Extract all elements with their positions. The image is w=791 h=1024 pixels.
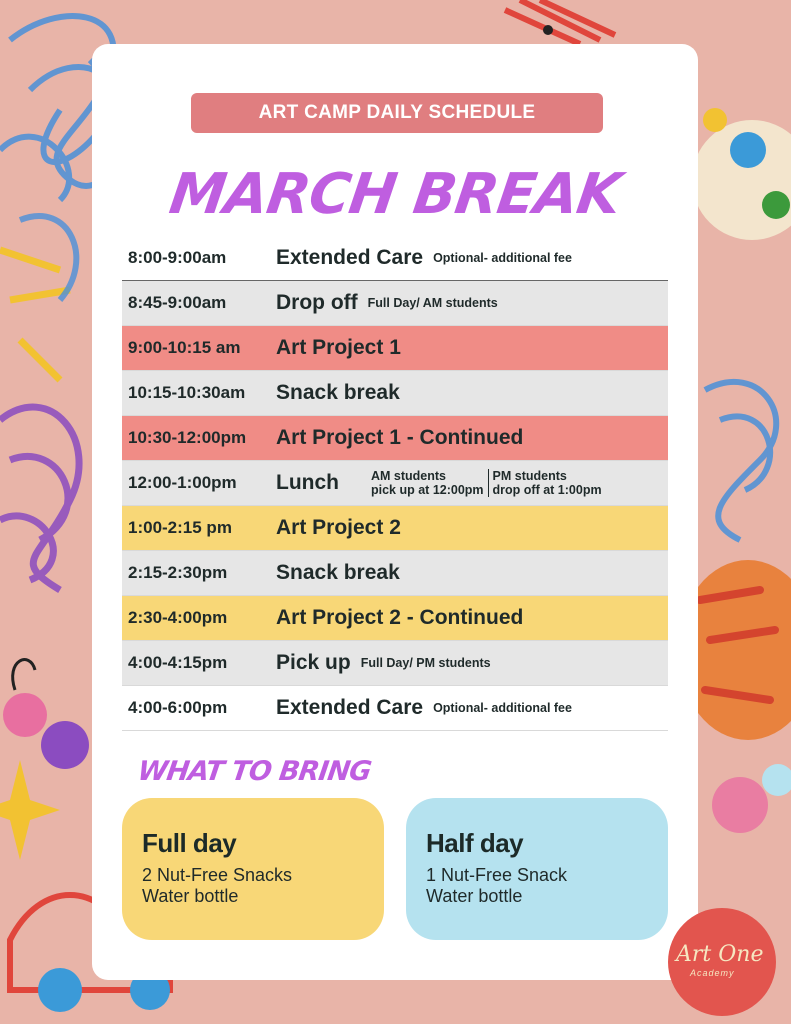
schedule-activity: Art Project 1 - Continued xyxy=(276,426,524,449)
full-day-box xyxy=(122,798,384,940)
schedule-row xyxy=(122,596,668,641)
schedule-note: Full Day/ AM students xyxy=(367,296,498,310)
schedule-row xyxy=(122,551,668,596)
schedule-time: 2:15-2:30pm xyxy=(128,563,228,582)
schedule-row xyxy=(122,641,668,686)
schedule-activity: Art Project 2 xyxy=(276,516,401,539)
schedule-row xyxy=(122,416,668,461)
schedule-row xyxy=(122,371,668,416)
academy-logo xyxy=(668,908,776,1016)
lunch-notes xyxy=(367,469,606,497)
schedule-time: 10:15-10:30am xyxy=(128,383,246,402)
full-day-item: 2 Nut-Free Snacks xyxy=(142,865,293,885)
schedule-activity: Art Project 1 xyxy=(276,336,401,359)
logo-subtext: Academy xyxy=(690,968,735,978)
schedule-activity: Pick up xyxy=(276,651,351,674)
lunch-note xyxy=(488,469,606,497)
half-day-item: 1 Nut-Free Snack xyxy=(426,865,568,885)
schedule-note: Optional- additional fee xyxy=(433,251,572,265)
full-day-title: Full day xyxy=(142,828,237,858)
schedule-row xyxy=(122,686,668,731)
logo-text: Art One xyxy=(676,942,764,967)
schedule-row xyxy=(122,236,668,281)
schedule-activity: Extended Care xyxy=(276,696,424,719)
schedule-note: Optional- additional fee xyxy=(433,701,572,715)
what-to-bring-title: WHAT TO BRING xyxy=(135,756,373,787)
schedule-time: 8:00-9:00am xyxy=(128,248,227,267)
schedule-table xyxy=(122,236,668,731)
schedule-row xyxy=(122,461,668,506)
schedule-activity: Snack break xyxy=(276,561,400,584)
lunch-note-line: AM students xyxy=(371,469,446,483)
schedule-time: 2:30-4:00pm xyxy=(128,608,228,627)
lunch-note xyxy=(367,469,488,497)
schedule-activity: Snack break xyxy=(276,381,400,404)
schedule-time: 8:45-9:00am xyxy=(128,293,227,312)
full-day-item: Water bottle xyxy=(142,886,239,906)
page-title: MARCH BREAK xyxy=(165,162,625,227)
schedule-card xyxy=(92,44,698,980)
schedule-time: 9:00-10:15 am xyxy=(128,338,241,357)
schedule-time: 12:00-1:00pm xyxy=(128,473,237,492)
schedule-activity: Extended Care xyxy=(276,246,424,269)
schedule-activity: Art Project 2 - Continued xyxy=(276,606,524,629)
schedule-note: Full Day/ PM students xyxy=(360,656,491,670)
schedule-row xyxy=(122,506,668,551)
schedule-row xyxy=(122,281,668,326)
schedule-activity: Drop off xyxy=(276,291,358,314)
schedule-row xyxy=(122,326,668,371)
dot-icon xyxy=(543,25,553,35)
lunch-note-line: PM students xyxy=(492,469,567,483)
schedule-time: 10:30-12:00pm xyxy=(128,428,247,447)
half-day-title: Half day xyxy=(426,828,524,858)
lunch-note-line: pick up at 12:00pm xyxy=(371,483,484,497)
half-day-item: Water bottle xyxy=(426,886,523,906)
schedule-activity: Lunch xyxy=(276,471,339,494)
header-pill: ART CAMP DAILY SCHEDULE xyxy=(191,93,603,133)
schedule-time: 1:00-2:15 pm xyxy=(128,518,232,537)
schedule-time: 4:00-4:15pm xyxy=(128,653,228,672)
half-day-box xyxy=(406,798,668,940)
lunch-note-line: drop off at 1:00pm xyxy=(492,483,602,497)
schedule-time: 4:00-6:00pm xyxy=(128,698,228,717)
